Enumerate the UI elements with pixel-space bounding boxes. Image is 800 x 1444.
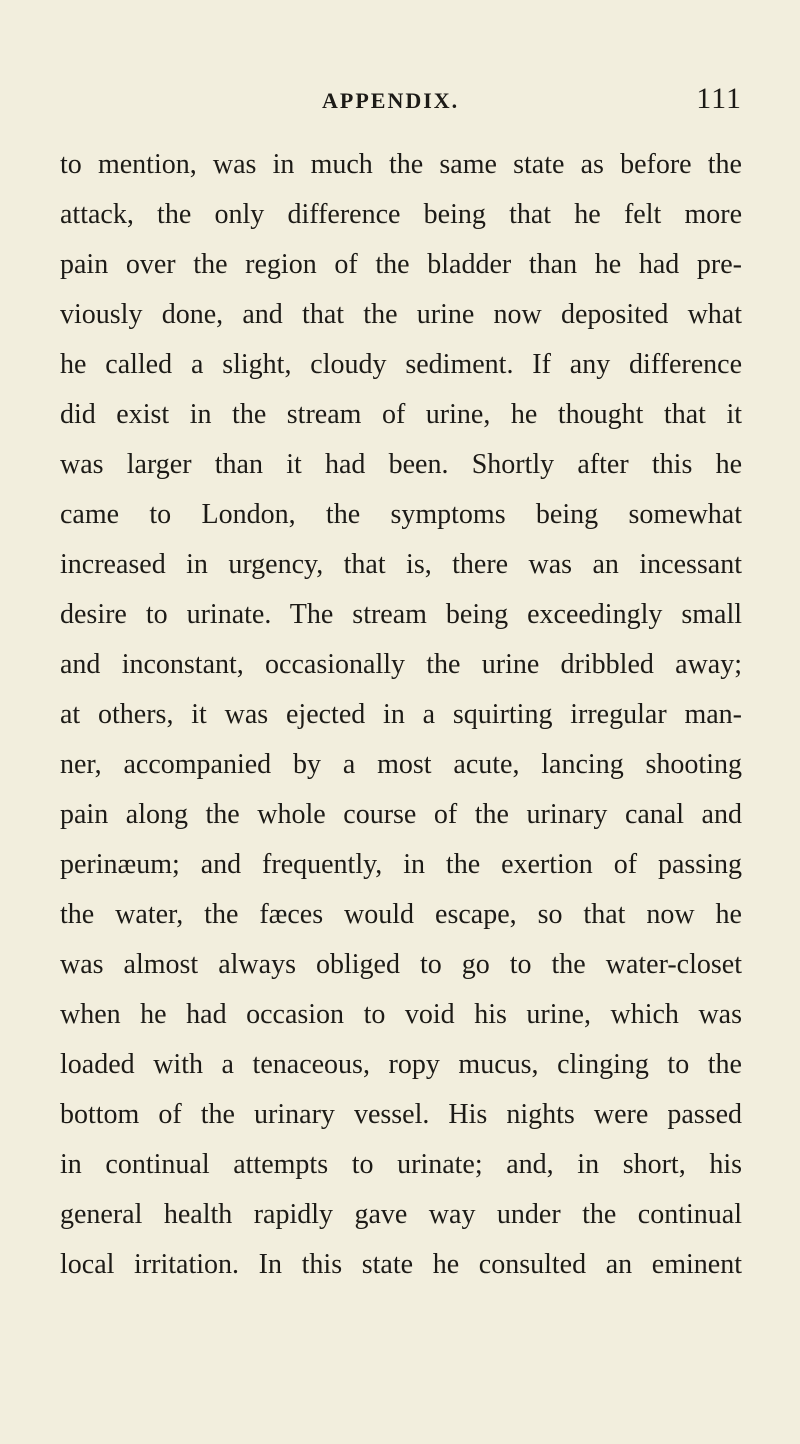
text-line: viously done, and that the urine now deposited what	[60, 299, 742, 330]
text-line: to mention, was in much the same state as before the	[60, 149, 742, 180]
page-number: 111	[696, 82, 742, 115]
text-line: attack, the only difference being that he felt more	[60, 199, 742, 230]
text-line: loaded with a tenaceous, ropy mucus, clinging to the	[60, 1049, 742, 1080]
text-line: pain along the whole course of the urinary canal and	[60, 799, 742, 830]
running-title: APPENDIX.	[322, 88, 460, 113]
text-line: perinæum; and frequently, in the exertion of passing	[60, 849, 742, 880]
text-line: desire to urinate. The stream being exceedingly small	[60, 599, 742, 630]
text-line: bottom of the urinary vessel. His nights were passed	[60, 1099, 742, 1130]
text-line: ner, accompanied by a most acute, lancing shooting	[60, 749, 742, 780]
text-line: he called a slight, cloudy sediment. If any difference	[60, 349, 742, 380]
text-line: was larger than it had been. Shortly after this he	[60, 449, 742, 480]
text-line: and inconstant, occasionally the urine dribbled away;	[60, 649, 742, 680]
text-line: local irritation. In this state he consulted an eminent	[60, 1249, 742, 1280]
text-line: when he had occasion to void his urine, which was	[60, 999, 742, 1030]
text-line: was almost always obliged to go to the water-closet	[60, 949, 742, 980]
text-line: in continual attempts to urinate; and, in short, his	[60, 1149, 742, 1180]
text-line: increased in urgency, that is, there was an incessant	[60, 549, 742, 580]
text-line: did exist in the stream of urine, he thought that it	[60, 399, 742, 430]
text-line: general health rapidly gave way under the continual	[60, 1199, 742, 1230]
text-line: pain over the region of the bladder than he had pre-	[60, 249, 742, 280]
body-text	[60, 140, 742, 1290]
text-line: came to London, the symptoms being somewhat	[60, 499, 742, 530]
text-line: at others, it was ejected in a squirting irregular man-	[60, 699, 742, 730]
text-line: the water, the fæces would escape, so that now he	[60, 899, 742, 930]
running-head	[60, 82, 742, 122]
